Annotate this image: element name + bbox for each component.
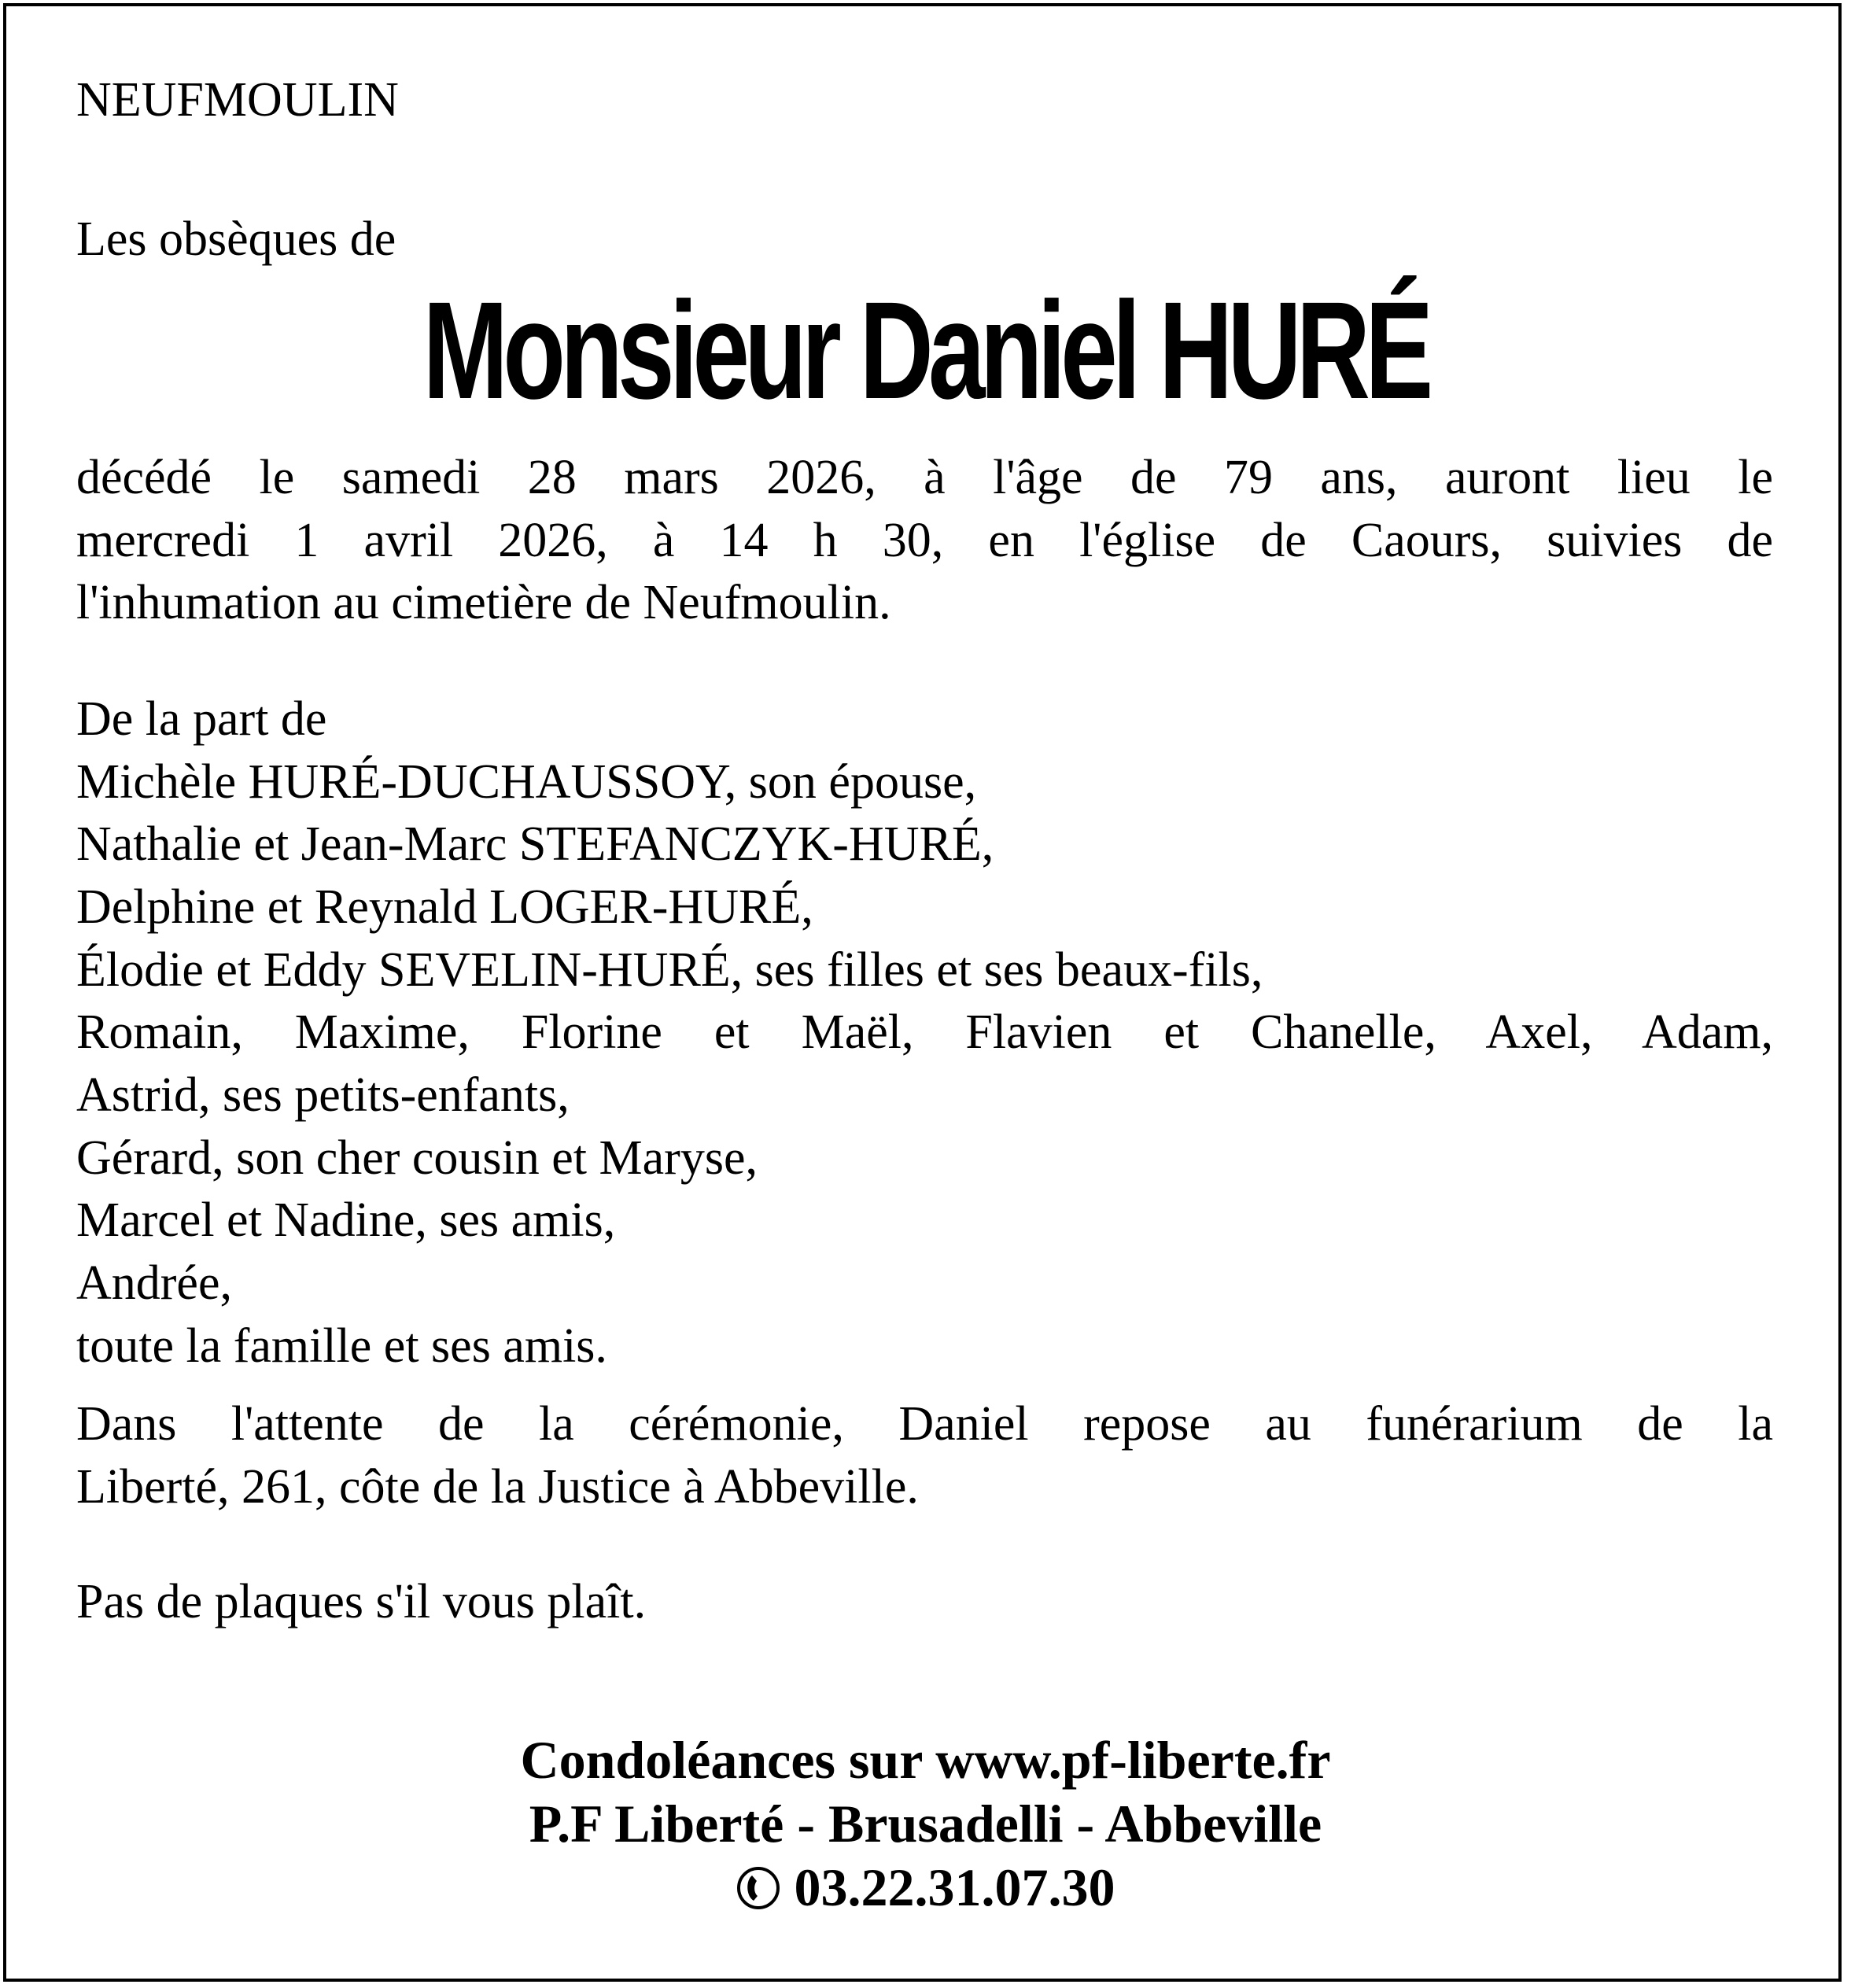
family-list [76, 688, 1773, 1378]
rest-line: Dans l'attente de la cérémonie, Daniel repose au funérarium de la [76, 1397, 1773, 1451]
village-name: NEUFMOULIN [76, 73, 399, 127]
rest-paragraph [76, 1393, 1773, 1518]
footer-condolences: Condoléances sur www.pf-liberte.fr [520, 1730, 1331, 1790]
family-line: Michèle HURÉ-DUCHAUSSOY, son épouse, [76, 754, 977, 809]
announcement-paragraph [76, 447, 1773, 635]
announcement-line: l'inhumation au cimetière de Neufmoulin. [76, 576, 891, 630]
telephone-icon [736, 1860, 780, 1904]
family-line: toute la famille et ses amis. [76, 1319, 607, 1373]
rest-line: Liberté, 261, côte de la Justice à Abbeville. [76, 1459, 919, 1514]
footer-phone-row [0, 1855, 1851, 1920]
phone-number: 03.22.31.07.30 [794, 1857, 1115, 1917]
announcement-line: décédé le samedi 28 mars 2026, à l'âge de 79 ans, auront lieu le [76, 451, 1773, 504]
family-line: De la part de [76, 692, 327, 746]
family-line: Delphine et Reynald LOGER-HURÉ, [76, 880, 813, 934]
family-line: Marcel et Nadine, ses amis, [76, 1193, 616, 1248]
family-line: Andrée, [76, 1256, 232, 1310]
no-plaques-text: Pas de plaques s'il vous plaît. [76, 1575, 647, 1628]
intro-text: Les obsèques de [76, 212, 396, 266]
family-line: Romain, Maxime, Florine et Maël, Flavien et Chanelle, Axel, Adam, [76, 1005, 1773, 1060]
announcement-line: mercredi 1 avril 2026, à 14 h 30, en l'église de Caours, suivies de [76, 513, 1773, 567]
no-plaques-paragraph [76, 1571, 1773, 1634]
family-line: Astrid, ses petits-enfants, [76, 1068, 570, 1122]
footer-funeral-home: P.F Liberté - Brusadelli - Abbeville [529, 1794, 1322, 1853]
family-line: Élodie et Eddy SEVELIN-HURÉ, ses filles et ses beaux-fils, [76, 942, 1263, 997]
deceased-name: Monsieur Daniel HURÉ [422, 274, 1429, 428]
family-line: Nathalie et Jean-Marc STEFANCZYK-HURÉ, [76, 817, 994, 872]
family-line: Gérard, son cher cousin et Maryse, [76, 1130, 758, 1185]
